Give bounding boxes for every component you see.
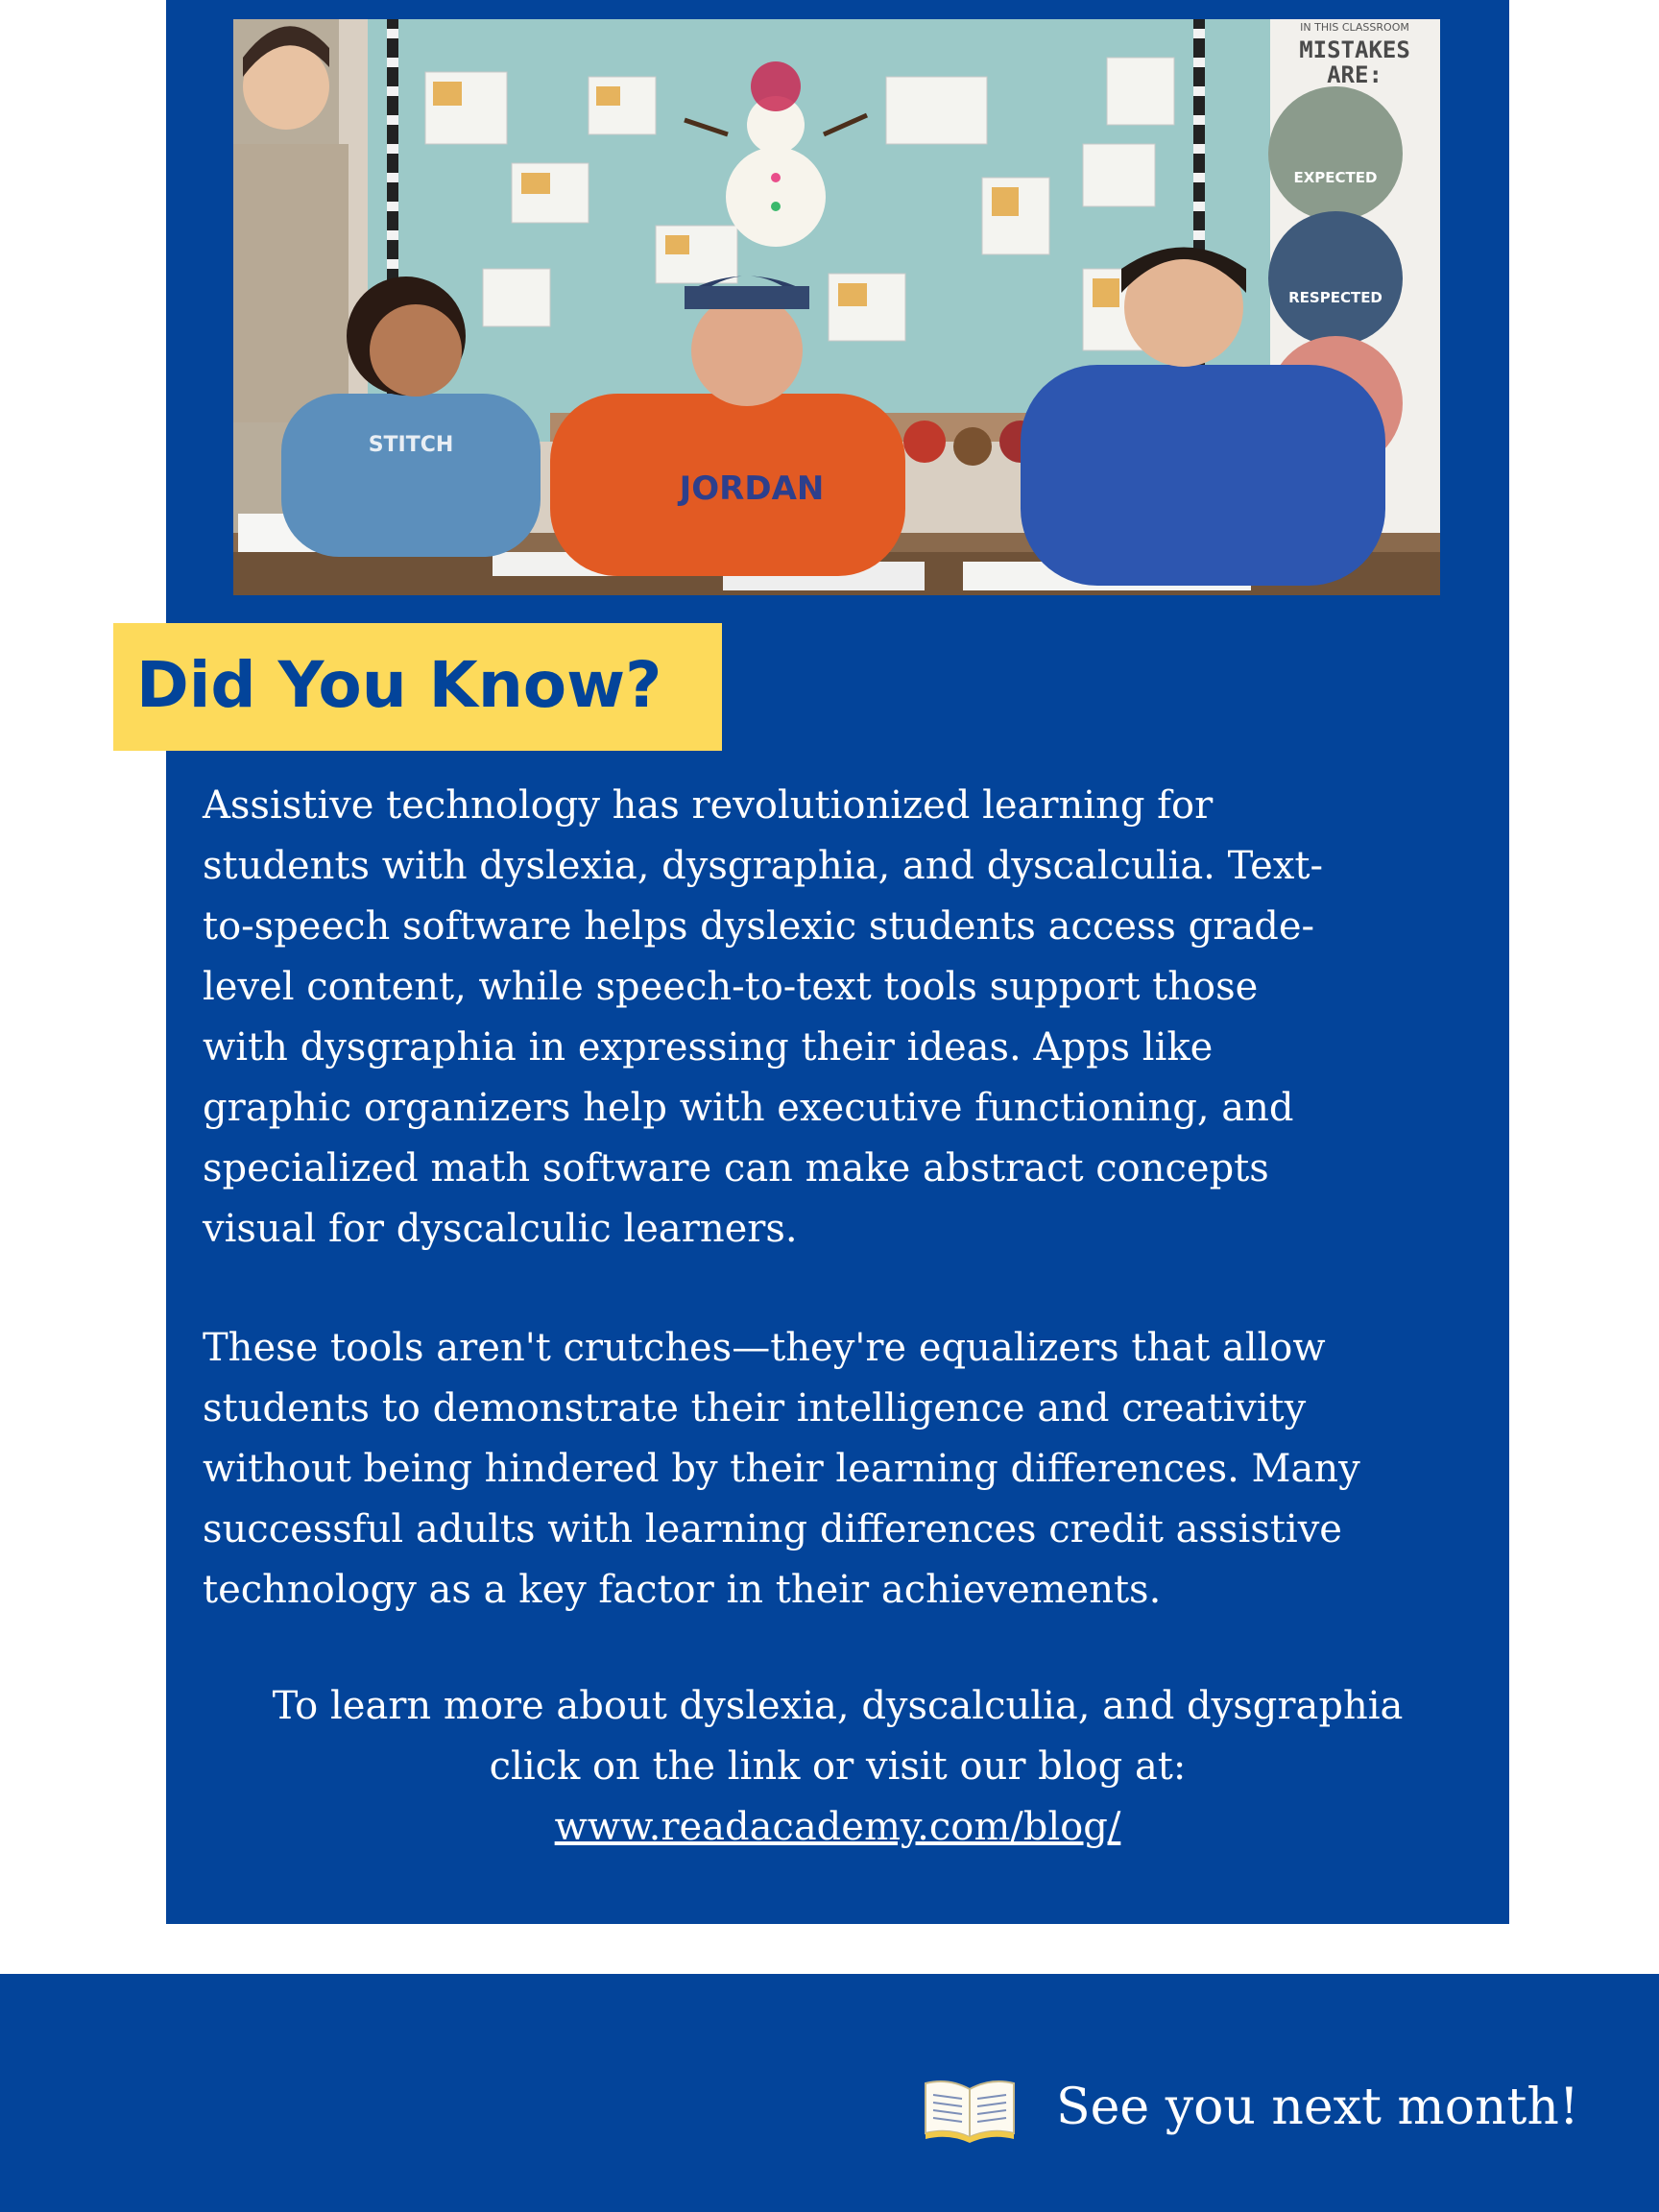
classroom-photo [233,19,1440,595]
learn-more-line-1: To learn more about dyslexia, dyscalculia, and dysgraphia [272,1684,1404,1728]
poster-badge-expected: EXPECTED [1293,169,1378,186]
hoodie-text-jordan: JORDAN [679,469,825,508]
footer-sign-off: See you next month! [1056,2079,1579,2136]
learn-more-section [166,1676,1509,1858]
open-book-icon [922,2076,1018,2143]
paragraph-assistive-technology [203,776,1479,1260]
learn-more-line-2: click on the link or visit our blog at: [489,1744,1187,1789]
poster-heading: IN THIS CLASSROOM [1300,21,1409,34]
page-title: Did You Know? [136,648,662,722]
blog-link[interactable]: www.readacademy.com/blog/ [554,1805,1121,1849]
paragraph-tools-equalizers [203,1318,1479,1621]
hoodie-text-stitch: STITCH [368,433,454,457]
footer-bar [0,1974,1659,2212]
paragraph-text: These tools aren't crutches—they're equalizers that allow students to demonstrate their intelligence and creativity without being hindered by their learning differences. Many successful adults with learning differences credit assistive technology as a key factor in their achievements. [203,1326,1360,1612]
paragraph-text: Assistive technology has revolutionized learning for students with dyslexia, dysgraphia, and dyscalculia. Text- to-speech software helps dyslexic students access grade- level content, while speech-to-text tools support those with dysgraphia in expressing their ideas. Apps like graphic organizers help with executive functioning, and specialized math software can make abstract concepts visual for dyscalculic learners. [203,783,1323,1251]
poster-title-1: MISTAKES [1299,36,1410,63]
did-you-know-heading-box [113,623,722,751]
poster-badge-respected: RESPECTED [1288,289,1382,306]
poster-title-2: ARE: [1327,61,1382,88]
